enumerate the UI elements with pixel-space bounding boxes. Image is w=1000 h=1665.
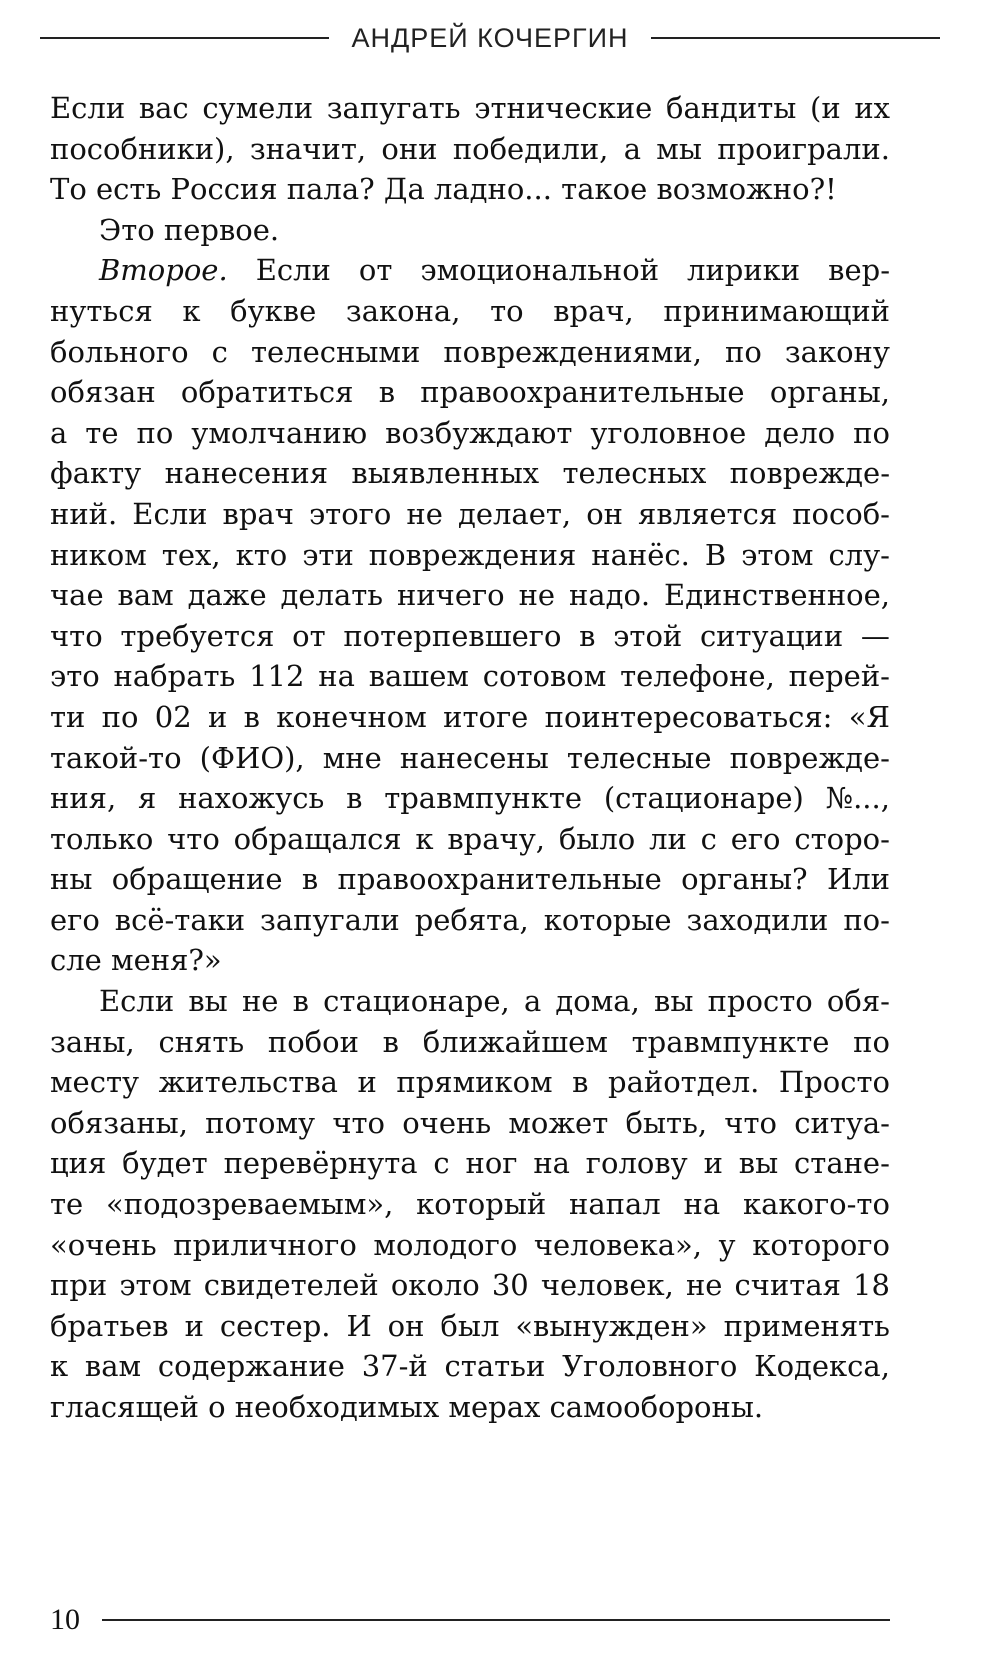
text-line: ния, я нахожусь в травмпункте (стационаре) №..., — [50, 781, 890, 816]
page-footer — [50, 1600, 890, 1640]
text-line: это набрать 112 на вашем сотовом телефоне, перей- — [50, 659, 890, 694]
text-line: гласящей о необходимых мерах самообороны. — [50, 1390, 764, 1424]
text-line: нуться к букве закона, то врач, принимающий — [50, 293, 890, 328]
text-line: сле меня?» — [50, 943, 222, 978]
text-line: месту жительства и прямиком в райотдел. Просто — [50, 1065, 890, 1100]
text-line: что требуется от потерпевшего в этой ситуации — — [50, 618, 890, 653]
text-line: Это первое. — [99, 212, 280, 247]
text-line: только что обращался к врачу, было ли с его сторо- — [50, 821, 890, 856]
text-line: ны обращение в правоохранительные органы? Или — [50, 862, 890, 897]
text-line: его всё-таки запугали ребята, которые заходили по- — [50, 902, 890, 937]
text-line: Если вы не в стационаре, а дома, вы просто обя- — [99, 984, 890, 1019]
text-line: обязаны, потому что очень может быть, что ситуа- — [50, 1105, 890, 1140]
text-line: заны, снять побои в ближайшем травмпункте по — [50, 1024, 890, 1059]
header-rule-right — [651, 37, 940, 39]
text-line: обязан обратиться в правоохранительные органы, — [50, 375, 890, 410]
text-line: ти по 02 и в конечном итоге поинтересоваться: «Я — [50, 699, 890, 734]
text-line: То есть Россия пала? Да ладно... такое возможно?! — [50, 172, 837, 207]
text-line: ция будет перевёрнута с ног на голову и вы стане- — [50, 1146, 890, 1181]
text-line: к вам содержание 37-й статьи Уголовного Кодекса, — [50, 1349, 890, 1384]
text-line: те «подозреваемым», который напал на какого-то — [50, 1187, 890, 1222]
author-name: АНДРЕЙ КОЧЕРГИН — [351, 22, 629, 53]
text-line: братьев и сестер. И он был «вынужден» применять — [50, 1308, 890, 1343]
page-number: 10 — [50, 1603, 80, 1636]
text-line: при этом свидетелей около 30 человек, не считая 18 — [50, 1268, 890, 1303]
text-line: ний. Если врач этого не делает, он является пособ- — [50, 496, 890, 531]
running-head — [40, 18, 940, 58]
header-rule-left — [40, 37, 329, 39]
text-line: больного с телесными повреждениями, по закону — [50, 334, 890, 369]
text-line: Второе. Если от эмоциональной лирики вер- — [99, 253, 890, 288]
text-line: факту нанесения выявленных телесных поврежде- — [50, 456, 890, 491]
text-line: пособники), значит, они победили, а мы проиграли. — [50, 131, 890, 166]
text-line: Если вас сумели запугать этнические бандиты (и их — [50, 91, 890, 125]
body-text — [50, 88, 890, 1428]
text-line: а те по умолчанию возбуждают уголовное дело по — [50, 415, 890, 450]
text-line: ником тех, кто эти повреждения нанёс. В этом слу- — [50, 537, 890, 572]
text-line: «очень приличного молодого человека», у которого — [50, 1227, 890, 1262]
text-line: чае вам даже делать ничего не надо. Единственное, — [50, 578, 890, 613]
footer-rule — [102, 1619, 890, 1621]
text-line: такой-то (ФИО), мне нанесены телесные поврежде- — [50, 740, 890, 775]
